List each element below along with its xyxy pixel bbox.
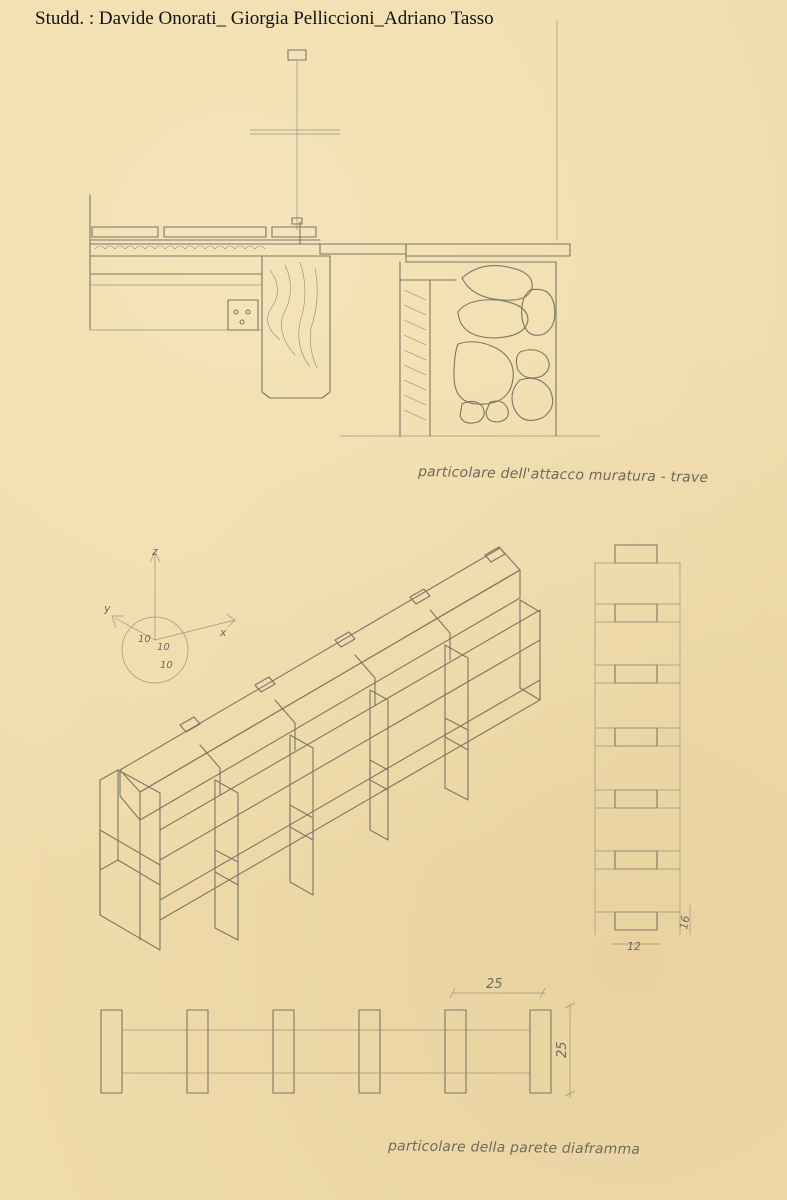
angle-label: 10 [138,634,151,645]
axis-z-label: z [152,545,158,558]
angle-label: 10 [160,660,173,671]
caption-wall-beam: particolare dell'attacco muratura - trave [417,463,709,487]
student-names: Studd. : Davide Onorati_ Giorgia Pelliccioni_Adriano Tasso [35,8,494,29]
section-detail [90,20,600,436]
isometric-detail [100,545,540,950]
angle-label: 10 [157,642,170,653]
plan-detail [101,977,575,1098]
axis-x-label: x [220,626,227,639]
dim-height: 16 [677,914,693,931]
dim-width: 12 [627,940,641,953]
dim-spacing: 25 [486,977,503,992]
elevation-detail [595,545,692,953]
axis-y-label: y [104,602,111,615]
dim-height-plan: 25 [555,1041,570,1058]
caption-diaphragm-wall: particolare della parete diaframma [387,1138,641,1158]
